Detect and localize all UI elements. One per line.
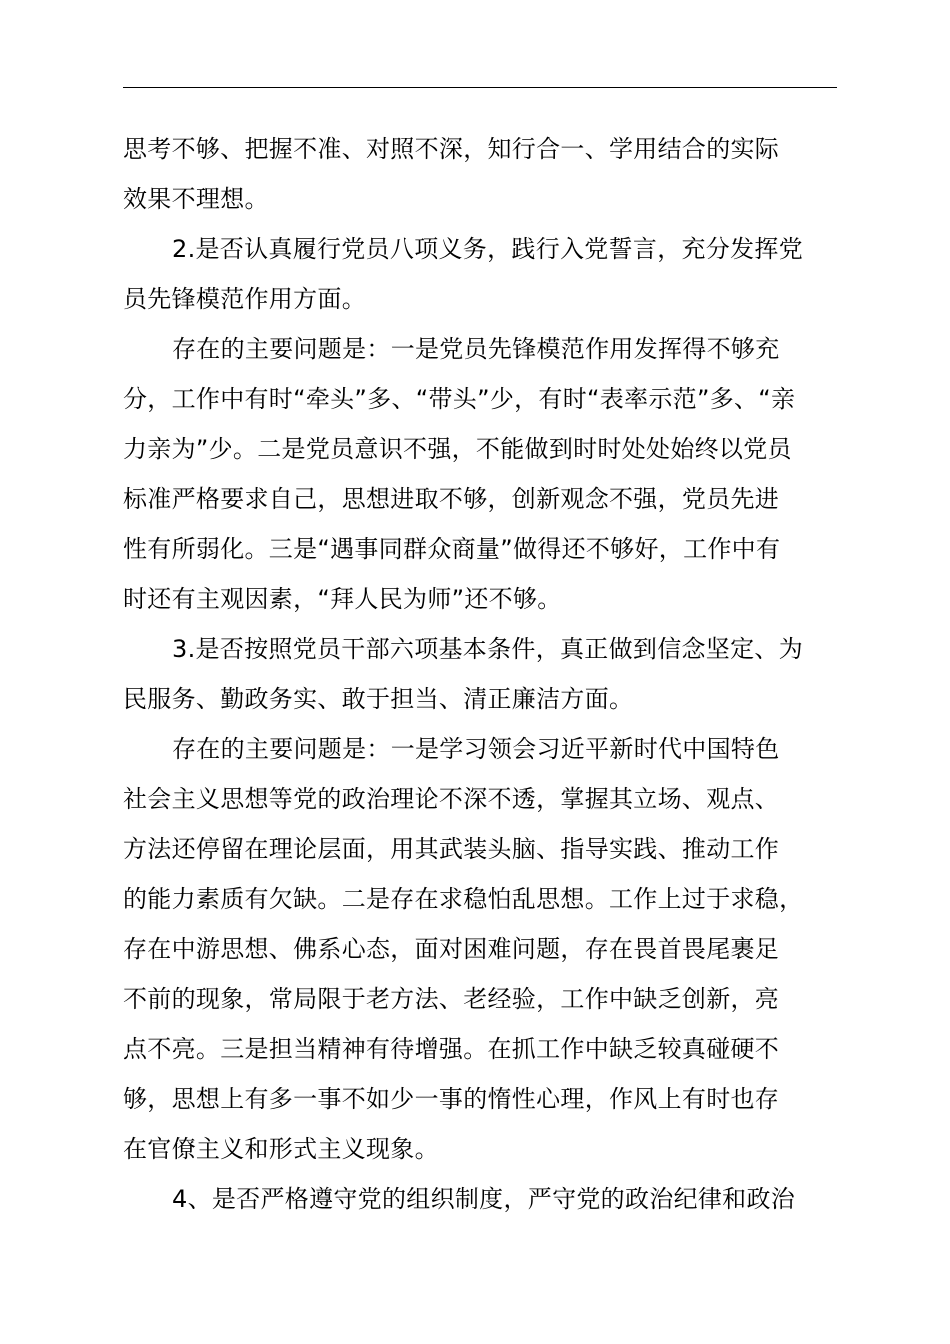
text-line: 思考不够、把握不准、对照不深，知行合一、学用结合的实际	[123, 135, 780, 163]
text-line: 效果不理想。	[123, 185, 269, 213]
text-line: 社会主义思想等党的政治理论不深不透，掌握其立场、观点、	[123, 785, 780, 813]
text-line: 点不亮。三是担当精神有待增强。在抓工作中缺乏较真碰硬不	[123, 1035, 780, 1063]
text-line: 够，思想上有多一事不如少一事的惰性心理，作风上有时也存	[123, 1085, 780, 1113]
text-line: 民服务、勤政务实、敢于担当、清正廉洁方面。	[123, 685, 634, 713]
section-heading: 2.是否认真履行党员八项义务，践行入党誓言，充分发挥党	[172, 235, 803, 263]
text-line: 员先锋模范作用方面。	[123, 285, 366, 313]
text-line: 的能力素质有欠缺。二是存在求稳怕乱思想。工作上过于求稳，	[123, 885, 804, 913]
text-line: 标准严格要求自己，思想进取不够，创新观念不强，党员先进	[123, 485, 780, 513]
section-heading: 4、是否严格遵守党的组织制度，严守党的政治纪律和政治	[172, 1185, 796, 1213]
text-line: 分，工作中有时“牵头”多、“带头”少，有时“表率示范”多、“亲	[123, 385, 796, 413]
section-heading: 3.是否按照党员干部六项基本条件，真正做到信念坚定、为	[172, 635, 803, 663]
document-body	[123, 124, 883, 1224]
header-rule	[123, 87, 837, 88]
text-line: 在官僚主义和形式主义现象。	[123, 1135, 439, 1163]
text-line: 时还有主观因素，“拜人民为师”还不够。	[123, 585, 562, 613]
text-line: 性有所弱化。三是“遇事同群众商量”做得还不够好，工作中有	[123, 535, 781, 563]
text-line: 力亲为”少。二是党员意识不强，不能做到时时处处始终以党员	[123, 435, 792, 463]
text-line: 存在中游思想、佛系心态，面对困难问题，存在畏首畏尾裹足	[123, 935, 780, 963]
paragraph-start: 存在的主要问题是：一是学习领会习近平新时代中国特色	[172, 735, 780, 763]
text-line: 不前的现象，常局限于老方法、老经验，工作中缺乏创新，亮	[123, 985, 780, 1013]
paragraph-start: 存在的主要问题是：一是党员先锋模范作用发挥得不够充	[172, 335, 780, 363]
text-line: 方法还停留在理论层面，用其武装头脑、指导实践、推动工作	[123, 835, 780, 863]
